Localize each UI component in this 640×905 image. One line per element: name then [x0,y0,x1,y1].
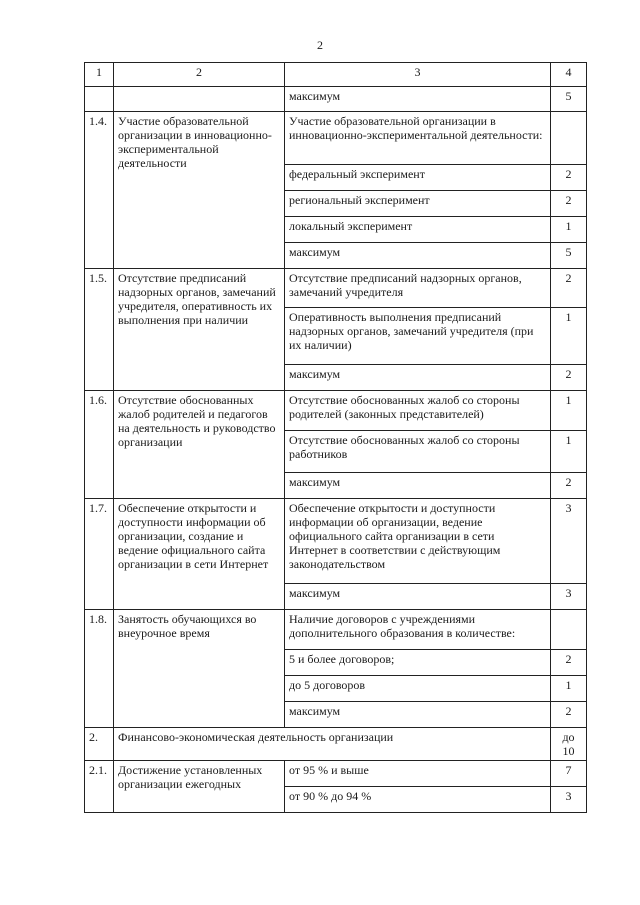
criteria-table [84,62,587,813]
points-cell: 5 [551,243,587,269]
indicator-cell: локальный эксперимент [285,217,551,243]
points-cell: 2 [551,191,587,217]
indicator-cell: от 90 % до 94 % [285,787,551,813]
header-cell-4: 4 [551,63,587,87]
indicator-cell: до 5 договоров [285,676,551,702]
criterion-cell: Участие образовательной организации в инновационно-экспериментальной деятельности [114,112,285,269]
criterion-cell: Достижение установленных организации ежегодных [114,761,285,813]
points-cell: 2 [551,473,587,499]
row-number: 1.5. [85,269,114,391]
points-cell: 2 [551,269,587,308]
points-cell: 3 [551,787,587,813]
criterion-cell: Отсутствие обоснованных жалоб родителей и педагогов на деятельность и руководство организации [114,391,285,499]
indicator-cell: максимум [285,243,551,269]
table-row [85,499,587,584]
points-cell: 7 [551,761,587,787]
indicator-cell: 5 и более договоров; [285,650,551,676]
section-points: до 10 [551,728,587,761]
row-number: 2.1. [85,761,114,813]
criterion-cell: Обеспечение открытости и доступности информации об организации, создание и ведение официального сайта организации в сети Интернет [114,499,285,610]
criterion-cell: Отсутствие предписаний надзорных органов, замечаний учредителя, оперативность их выполнения при наличии [114,269,285,391]
points-cell [551,112,587,165]
row-number: 1.7. [85,499,114,610]
row-number: 1.4. [85,112,114,269]
indicator-cell: максимум [285,473,551,499]
row-number [85,87,114,112]
indicator-cell: максимум [285,584,551,610]
indicator-cell: Отсутствие обоснованных жалоб со стороны работников [285,431,551,473]
row-number: 1.6. [85,391,114,499]
indicator-cell: Отсутствие предписаний надзорных органов, замечаний учредителя [285,269,551,308]
table-row [85,87,587,112]
section-title: Финансово-экономическая деятельность организации [114,728,551,761]
indicator-cell: от 95 % и выше [285,761,551,787]
indicator-cell: максимум [285,87,551,112]
points-cell: 3 [551,584,587,610]
indicator-cell: Участие образовательной организации в инновационно-экспериментальной деятельности: [285,112,551,165]
header-cell-3: 3 [285,63,551,87]
indicator-cell: региональный эксперимент [285,191,551,217]
indicator-cell: максимум [285,365,551,391]
points-cell: 2 [551,702,587,728]
points-cell: 2 [551,365,587,391]
criterion-cell: Занятость обучающихся во внеурочное время [114,610,285,728]
indicator-cell: Оперативность выполнения предписаний надзорных органов, замечаний учредителя (при их наличии) [285,308,551,365]
table-row [85,391,587,431]
points-cell: 1 [551,431,587,473]
points-cell: 3 [551,499,587,584]
indicator-cell: Наличие договоров с учреждениями дополнительного образования в количестве: [285,610,551,650]
section-row [85,728,587,761]
page-number: 2 [317,38,323,52]
table-row [85,610,587,650]
table-row [85,269,587,308]
points-cell [551,610,587,650]
indicator-cell: Обеспечение открытости и доступности информации об организации, ведение официального сайта организации в сети Интернет в соответствии с действующим законодательством [285,499,551,584]
indicator-cell: максимум [285,702,551,728]
points-cell: 1 [551,308,587,365]
points-cell: 1 [551,217,587,243]
points-cell: 2 [551,165,587,191]
points-cell: 1 [551,391,587,431]
criterion-cell [114,87,285,112]
indicator-cell: Отсутствие обоснованных жалоб со стороны родителей (законных представителей) [285,391,551,431]
table-row [85,761,587,787]
row-number: 1.8. [85,610,114,728]
header-cell-2: 2 [114,63,285,87]
points-cell: 5 [551,87,587,112]
table-row [85,112,587,165]
points-cell: 1 [551,676,587,702]
table-header-row [85,63,587,87]
points-cell: 2 [551,650,587,676]
indicator-cell: федеральный эксперимент [285,165,551,191]
header-cell-1: 1 [85,63,114,87]
section-number: 2. [85,728,114,761]
